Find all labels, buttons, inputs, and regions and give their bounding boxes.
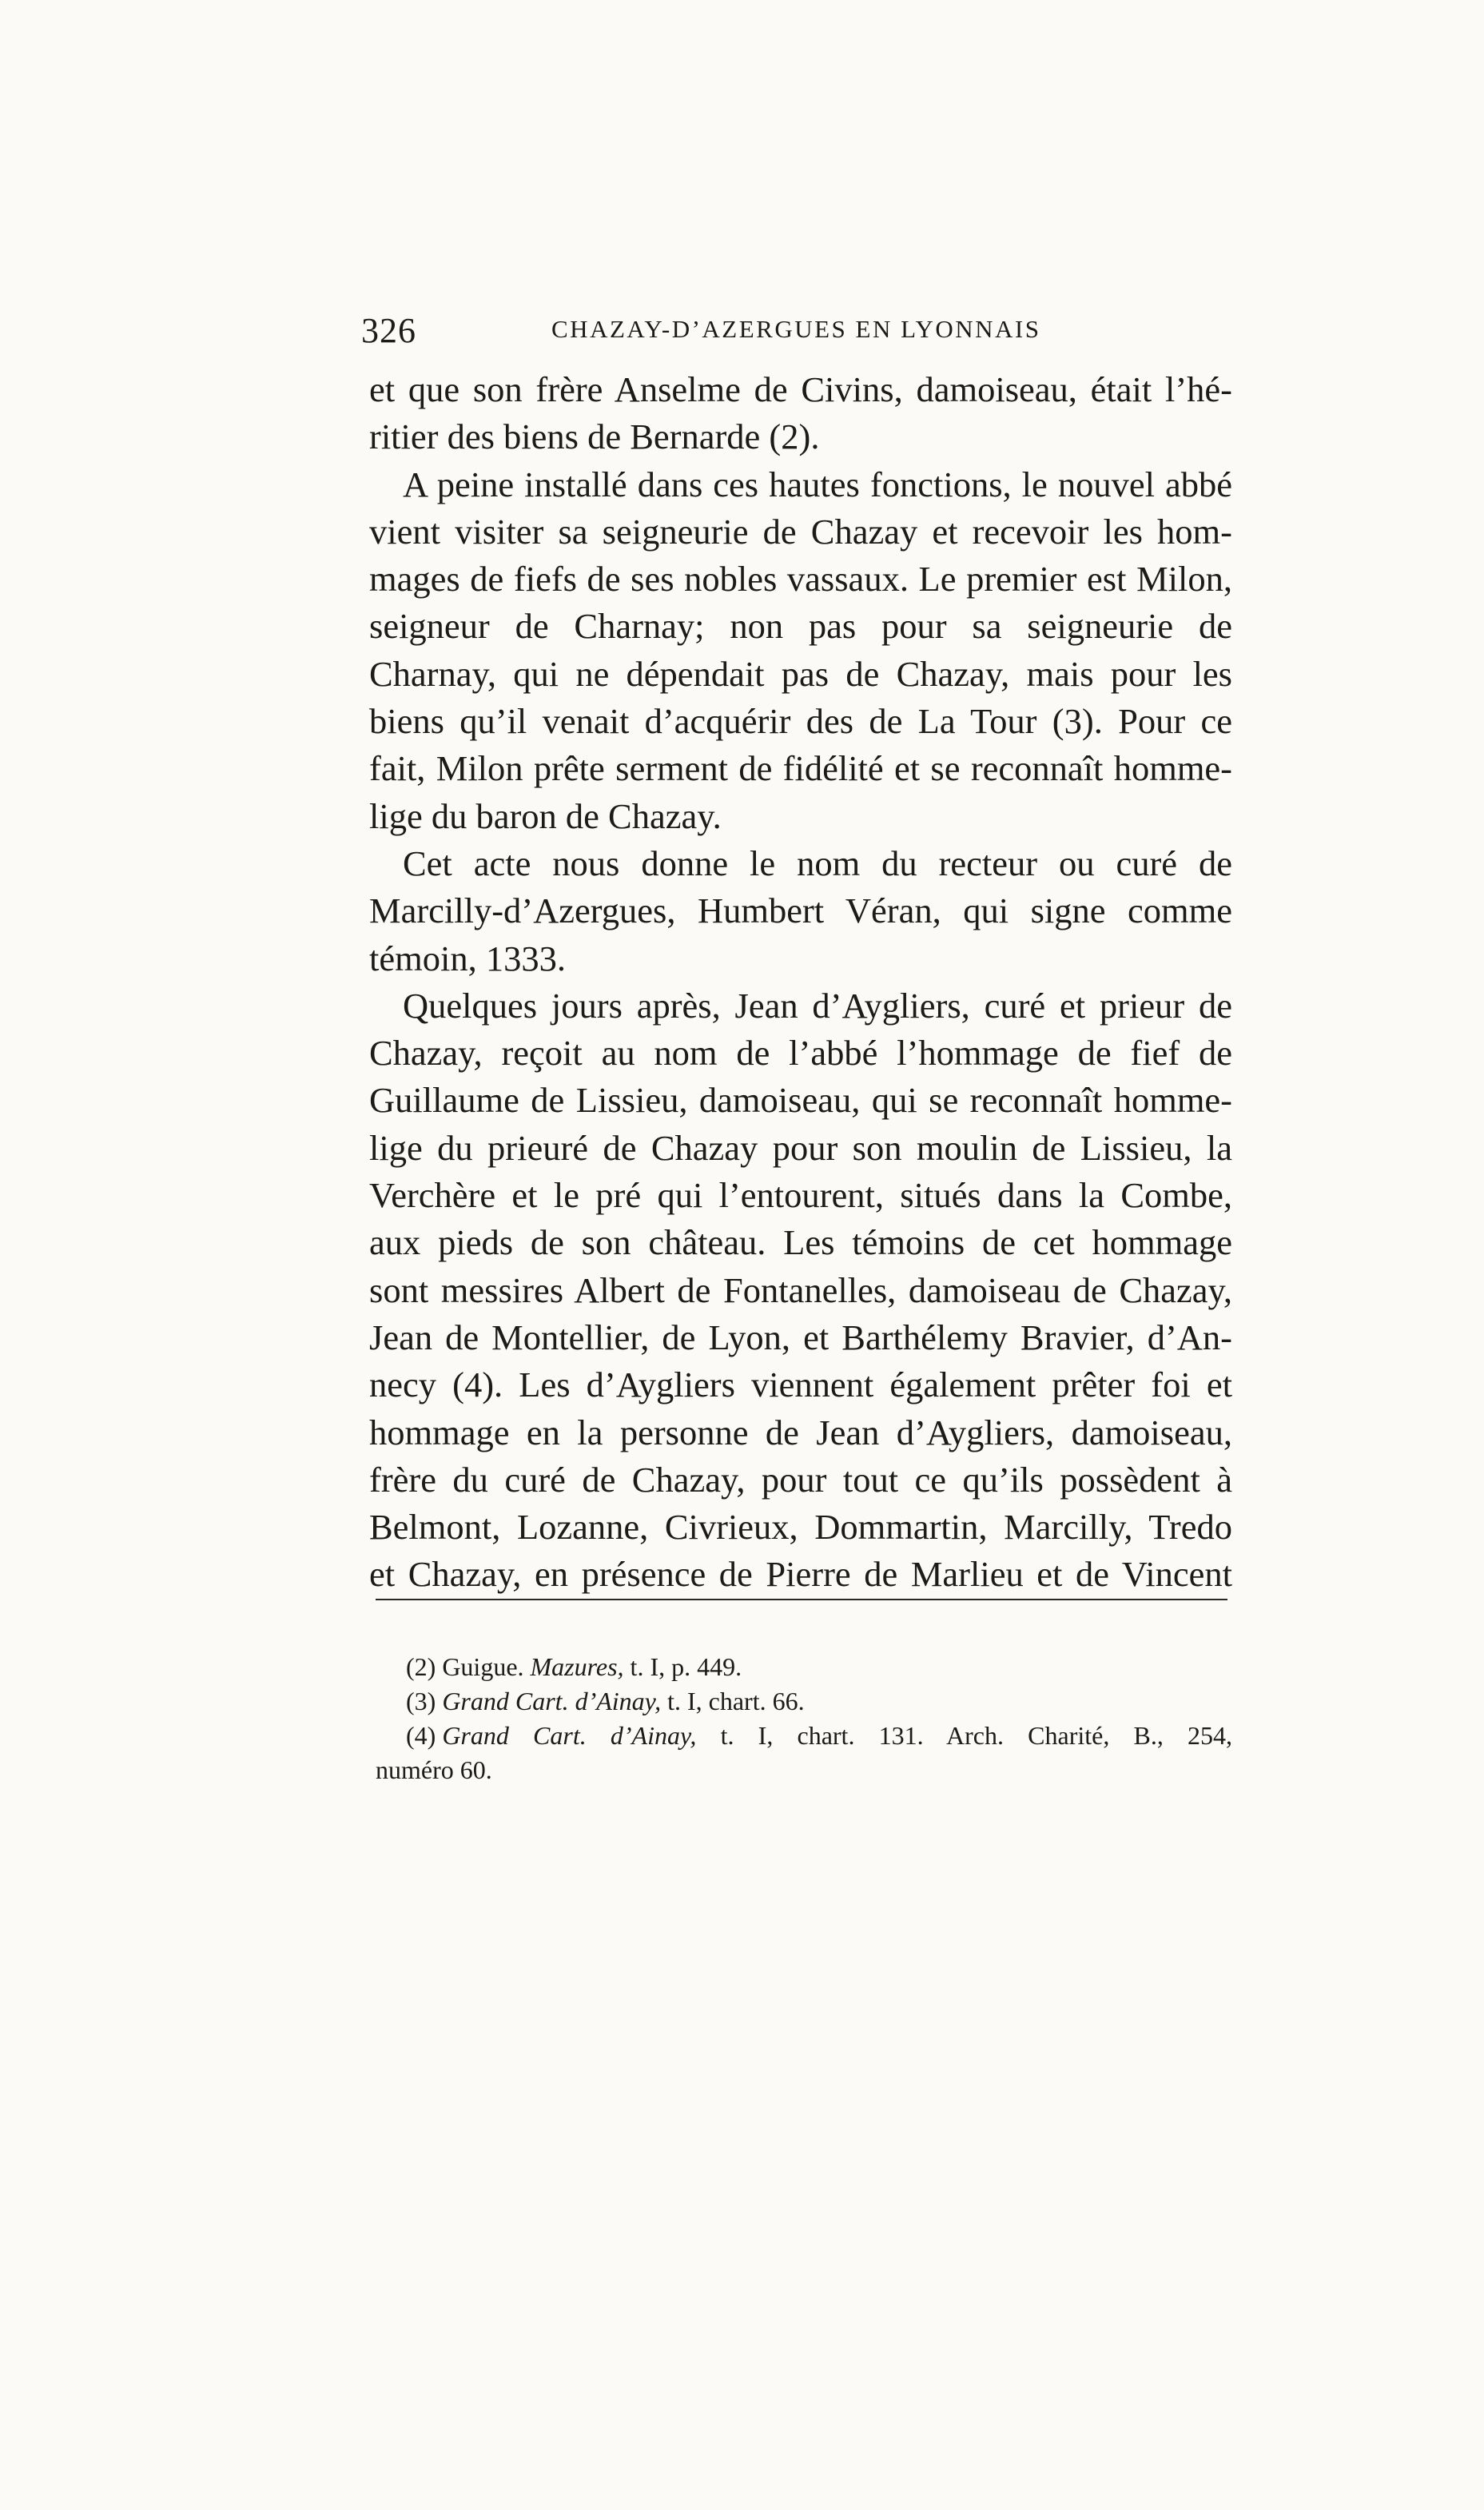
page-number: 326 bbox=[361, 311, 416, 350]
footnote-source-title: Grand Cart. d’Ainay, bbox=[442, 1721, 697, 1750]
footnote-marker: (3) bbox=[406, 1687, 436, 1715]
text-line: Guillaume de Lissieu, damoiseau, qui se reconnaît homme- bbox=[369, 1080, 1232, 1121]
text-line: Jean de Montellier, de Lyon, et Barthélemy Bravier, d’An- bbox=[369, 1317, 1232, 1357]
footnote-text: t. I, chart. 66. bbox=[661, 1687, 805, 1715]
text-line: hommage en la personne de Jean d’Aygliers, damoiseau, bbox=[369, 1412, 1232, 1452]
text-line: seigneur de Charnay; non pas pour sa seigneurie de bbox=[369, 606, 1232, 647]
text-line: Chazay, reçoit au nom de l’abbé l’hommage de fief de bbox=[369, 1033, 1232, 1074]
body-text bbox=[369, 366, 1232, 1599]
footnote-source-title: Grand Cart. d’Ainay, bbox=[442, 1687, 662, 1715]
footnote-text: Guigue. bbox=[442, 1652, 531, 1681]
text-line: Cet acte nous donne le nom du recteur ou curé de bbox=[403, 843, 1232, 883]
running-title: CHAZAY-D’AZERGUES EN LYONNAIS bbox=[551, 315, 1041, 343]
footnote-4-continuation: numéro 60. bbox=[376, 1755, 492, 1784]
text-line: témoin, 1333. bbox=[369, 938, 566, 978]
footnote-4 bbox=[376, 1719, 1232, 1753]
text-line: Belmont, Lozanne, Civrieux, Dommartin, Marcilly, Tredo bbox=[369, 1507, 1232, 1548]
text-line: fait, Milon prête serment de fidélité et se reconnaît homme- bbox=[369, 748, 1232, 789]
text-line: et que son frère Anselme de Civins, damoiseau, était l’hé- bbox=[369, 369, 1232, 409]
text-line: Marcilly-d’Azergues, Humbert Véran, qui signe comme bbox=[369, 890, 1232, 931]
footnote-text: t. I, p. 449. bbox=[623, 1652, 742, 1681]
text-line: Charnay, qui ne dépendait pas de Chazay, mais pour les bbox=[369, 653, 1232, 694]
footnote-3 bbox=[376, 1684, 1232, 1719]
footnote-divider bbox=[376, 1599, 1227, 1600]
text-line: lige du prieuré de Chazay pour son moulin de Lissieu, la bbox=[369, 1127, 1232, 1168]
text-line: Verchère et le pré qui l’entourent, situés dans la Combe, bbox=[369, 1175, 1232, 1216]
footnote-marker: (4) bbox=[406, 1721, 436, 1750]
text-line: et Chazay, en présence de Pierre de Marlieu et de Vincent bbox=[369, 1554, 1232, 1595]
text-line: biens qu’il venait d’acquérir des de La Tour (3). Pour ce bbox=[369, 701, 1232, 742]
text-line: aux pieds de son château. Les témoins de cet hommage bbox=[369, 1222, 1232, 1263]
footnote-2 bbox=[376, 1650, 1232, 1684]
footnote-text: t. I, chart. 131. Arch. Charité, B., 254, bbox=[696, 1721, 1233, 1750]
text-line: mages de fiefs de ses nobles vassaux. Le premier est Milon, bbox=[369, 559, 1232, 600]
text-line: sont messires Albert de Fontanelles, damoiseau de Chazay, bbox=[369, 1269, 1232, 1310]
text-line: necy (4). Les d’Aygliers viennent également prêter foi et bbox=[369, 1365, 1232, 1405]
text-line: lige du baron de Chazay. bbox=[369, 795, 722, 836]
text-line: frère du curé de Chazay, pour tout ce qu’ils possèdent à bbox=[369, 1459, 1232, 1500]
text-line: Quelques jours après, Jean d’Aygliers, curé et prieur de bbox=[403, 985, 1232, 1026]
text-line: ritier des biens de Bernarde (2). bbox=[369, 416, 820, 457]
footnotes bbox=[376, 1650, 1232, 1787]
footnote-marker: (2) bbox=[406, 1652, 436, 1681]
footnote-source-title: Mazures, bbox=[530, 1652, 624, 1681]
text-line: vient visiter sa seigneurie de Chazay et recevoir les hom- bbox=[369, 511, 1232, 552]
text-line: A peine installé dans ces hautes fonctions, le nouvel abbé bbox=[403, 464, 1232, 504]
